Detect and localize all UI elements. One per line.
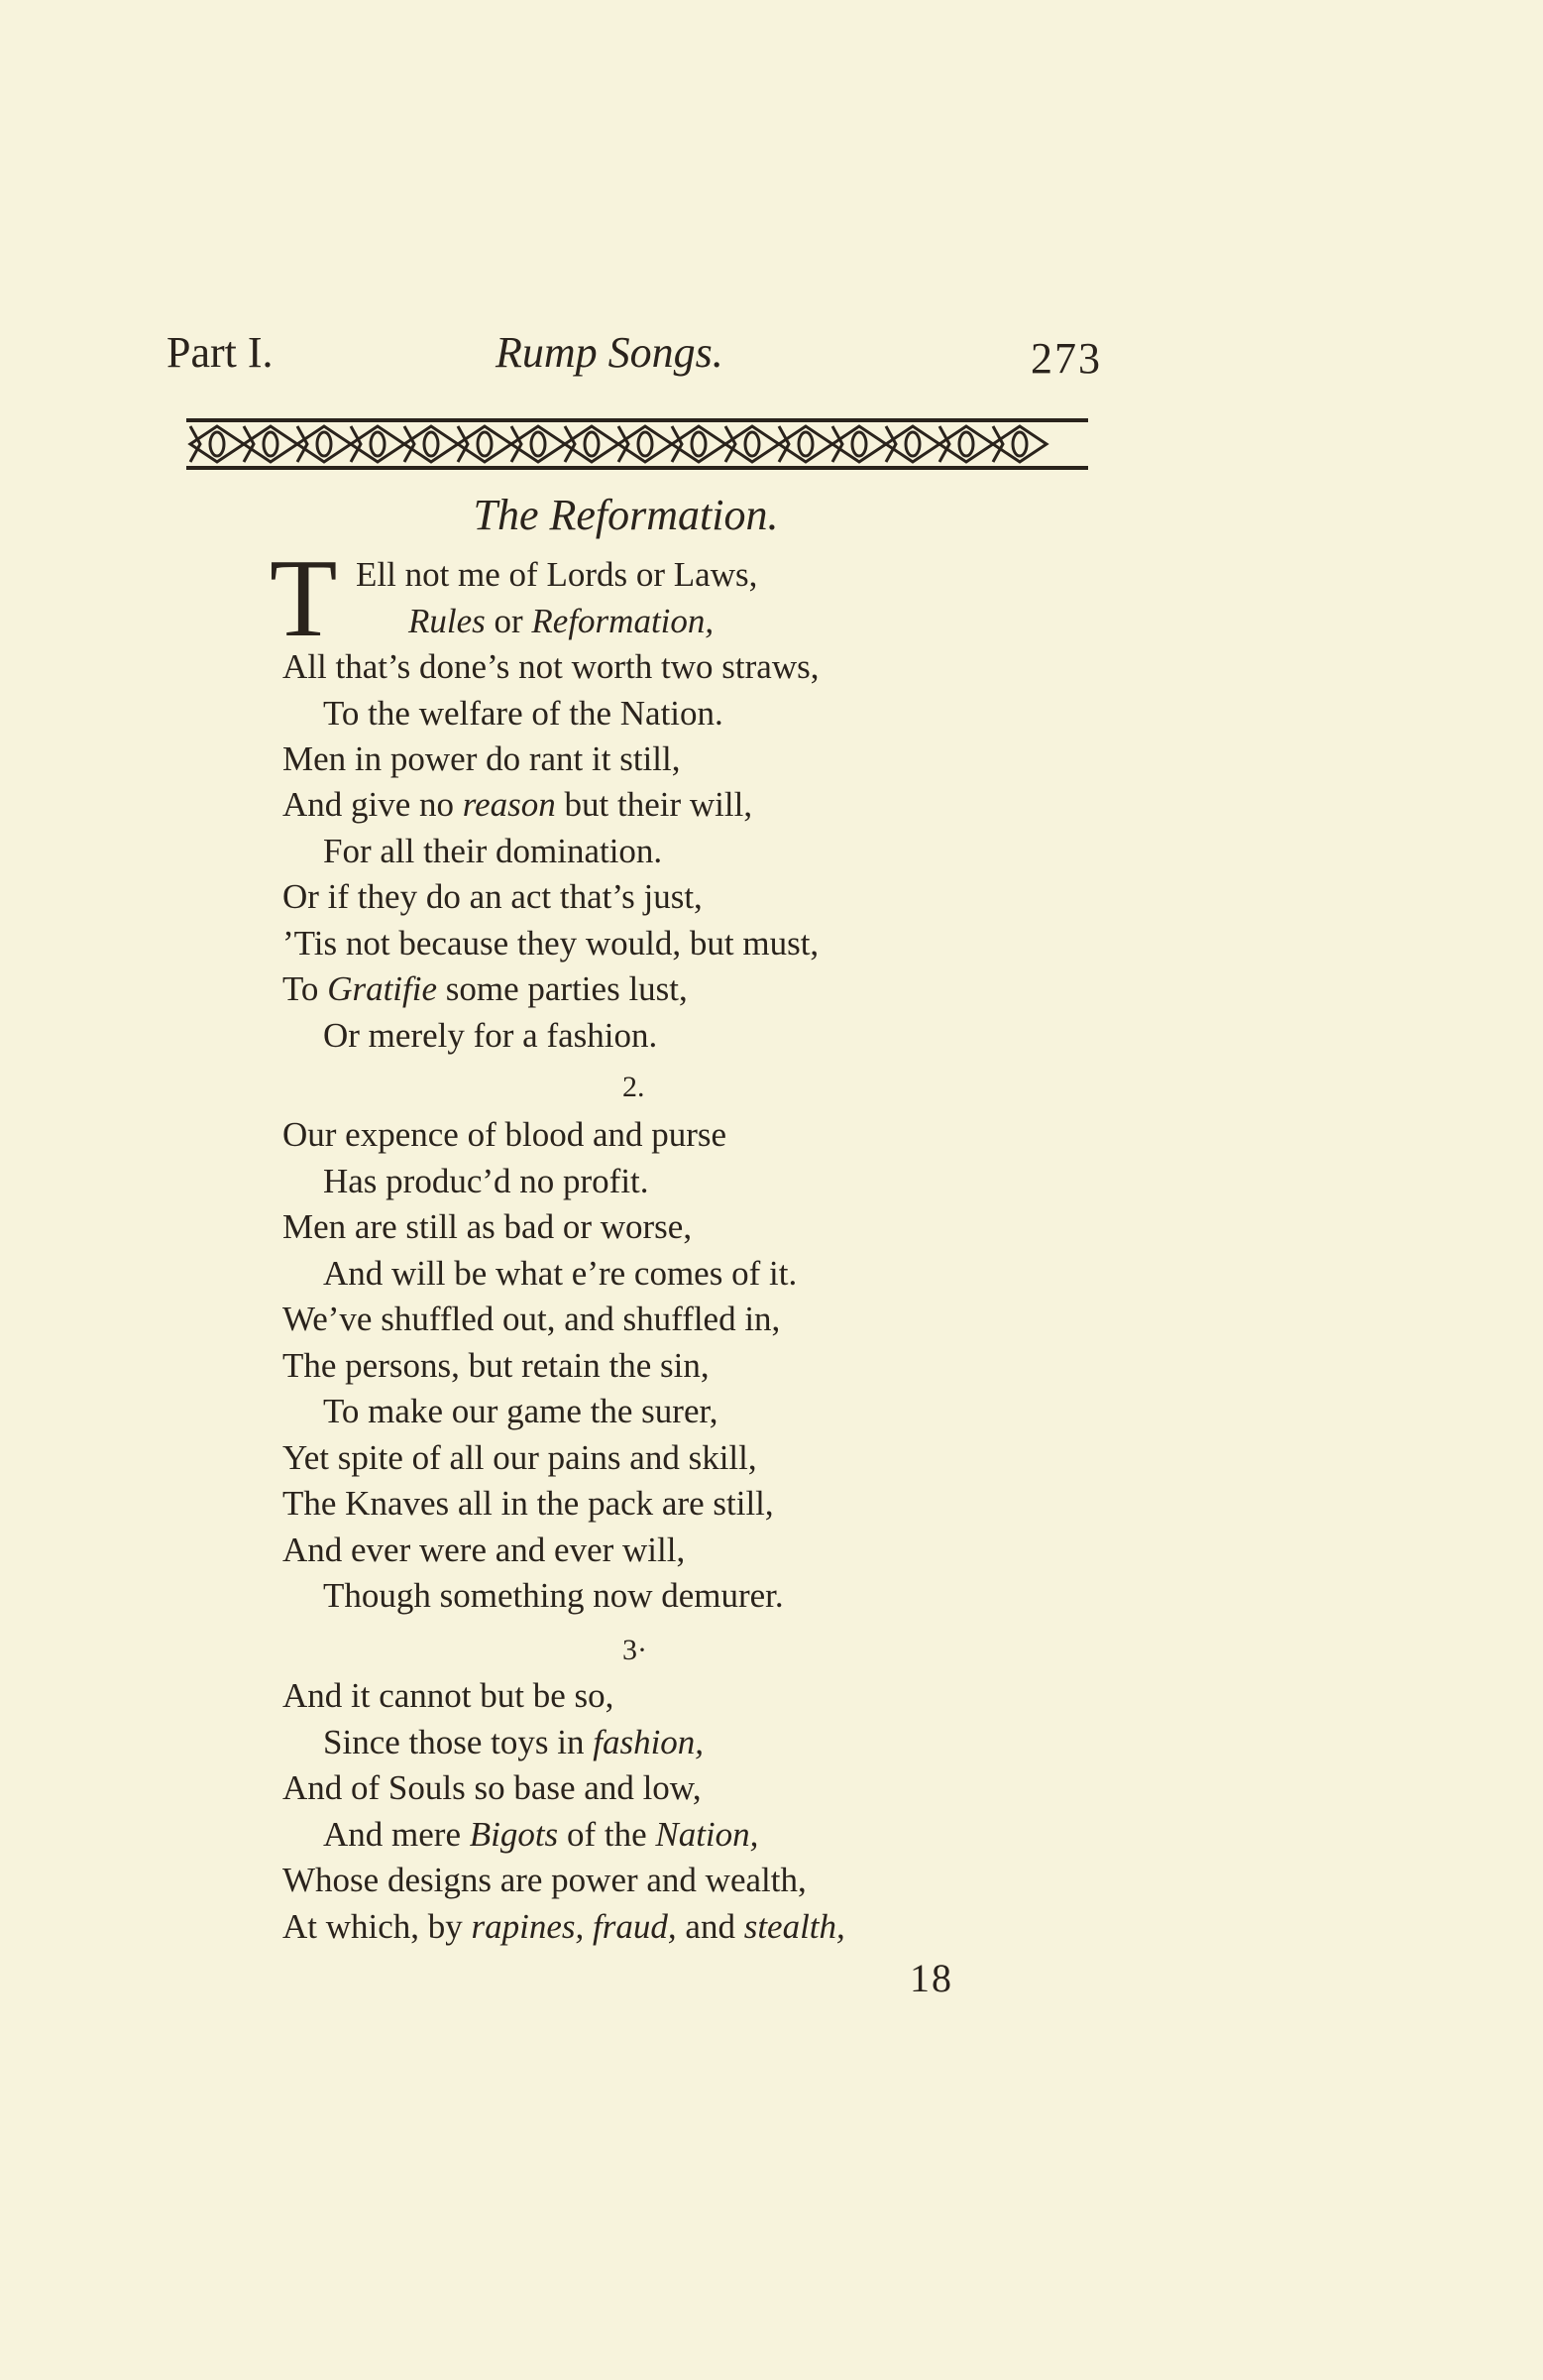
running-head bbox=[0, 319, 1543, 383]
ornament-oval bbox=[852, 432, 866, 456]
running-head-part: Part I. bbox=[166, 328, 274, 377]
stanza-number: 2. bbox=[622, 1071, 645, 1103]
ornament-oval bbox=[1013, 432, 1027, 456]
verse-line: And it cannot but be so, bbox=[282, 1676, 614, 1715]
ornament-oval bbox=[531, 432, 545, 456]
verse-line: Yet spite of all our pains and skill, bbox=[282, 1438, 757, 1477]
verse-line: At which, by rapines, fraud, and stealth, bbox=[282, 1907, 845, 1946]
ornament-oval bbox=[371, 432, 385, 456]
ornament-oval bbox=[799, 432, 813, 456]
signature-mark: 18 bbox=[910, 1956, 953, 2000]
poem-title bbox=[0, 490, 1543, 540]
verse-line: Has produc’d no profit. bbox=[323, 1162, 649, 1200]
ornament-oval bbox=[745, 432, 759, 456]
ornament-oval bbox=[264, 432, 277, 456]
verse-line: Since those toys in fashion, bbox=[323, 1723, 705, 1761]
decorative-headpiece bbox=[186, 416, 1088, 472]
poem-title-text: The Reformation. bbox=[473, 491, 779, 539]
ornament-oval bbox=[424, 432, 438, 456]
verse-line: For all their domination. bbox=[323, 832, 663, 870]
drop-cap: T bbox=[270, 537, 338, 660]
verse-line: Or merely for a fashion. bbox=[323, 1016, 658, 1055]
ornament-oval bbox=[906, 432, 920, 456]
verse-line: Men in power do rant it still, bbox=[282, 739, 681, 778]
ornament-oval bbox=[692, 432, 706, 456]
ornament-oval bbox=[317, 432, 331, 456]
page-number: 273 bbox=[1031, 334, 1102, 383]
verse-line: And give no reason but their will, bbox=[282, 785, 753, 824]
verse-line: Or if they do an act that’s just, bbox=[282, 877, 703, 916]
ornament-oval bbox=[210, 432, 224, 456]
verse-line: And mere Bigots of the Nation, bbox=[323, 1815, 759, 1854]
ornament-oval bbox=[585, 432, 599, 456]
verse-line: Whose designs are power and wealth, bbox=[282, 1861, 807, 1899]
verse-line: Our expence of blood and purse bbox=[282, 1115, 727, 1154]
verse-line: ’Tis not because they would, but must, bbox=[282, 924, 820, 963]
verse-line: Though something now demurer. bbox=[323, 1576, 784, 1615]
verse-line: Ell not me of Lords or Laws, bbox=[356, 555, 758, 594]
stanza-number: 3· bbox=[622, 1634, 647, 1666]
verse-line: All that’s done’s not worth two straws, bbox=[282, 647, 820, 686]
verse-line: To Gratifie some parties lust, bbox=[282, 969, 688, 1008]
ornament-oval bbox=[959, 432, 973, 456]
verse-line: And ever were and ever will, bbox=[282, 1530, 686, 1569]
verse-line: And will be what e’re comes of it. bbox=[323, 1254, 798, 1293]
ornament-oval bbox=[478, 432, 492, 456]
verse-line: The Knaves all in the pack are still, bbox=[282, 1484, 774, 1523]
ornament-oval bbox=[638, 432, 652, 456]
verse-line: We’ve shuffled out, and shuffled in, bbox=[282, 1300, 781, 1338]
verse-line: To the welfare of the Nation. bbox=[323, 694, 723, 733]
verse-line: To make our game the surer, bbox=[323, 1392, 718, 1430]
verse-line: Men are still as bad or worse, bbox=[282, 1207, 693, 1246]
verse-line: The persons, but retain the sin, bbox=[282, 1346, 710, 1385]
verse-line: Rules or Reformation, bbox=[408, 602, 715, 640]
running-head-title: Rump Songs. bbox=[496, 328, 723, 377]
verse-line: And of Souls so base and low, bbox=[282, 1768, 702, 1807]
